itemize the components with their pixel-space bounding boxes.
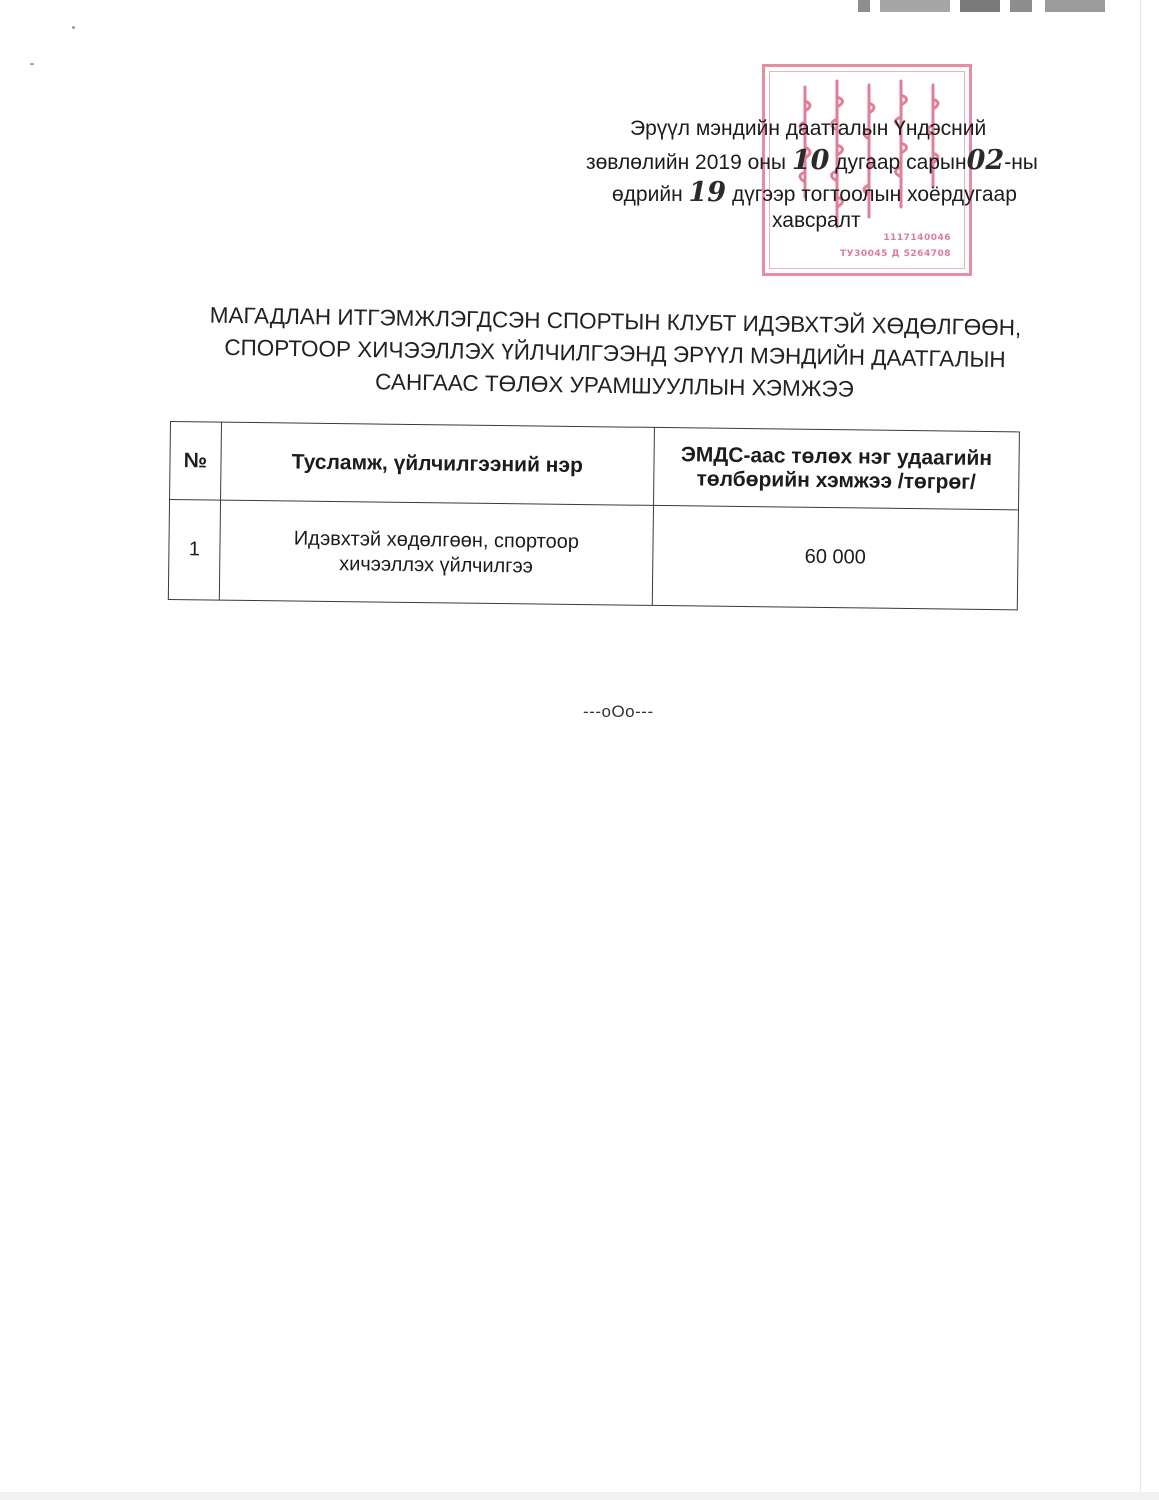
handwritten-month: 10 — [791, 145, 830, 176]
header-number: № — [170, 422, 222, 501]
title-line: САНГААС ТӨЛӨХ УРАМШУУЛЛЫН ХЭМЖЭЭ — [374, 369, 855, 402]
annex-line-3 — [612, 177, 1017, 208]
header-service-name: Тусламж, үйлчилгээний нэр — [220, 422, 654, 505]
annex-line-2 — [586, 145, 1038, 176]
annex-text: өдрийн — [612, 183, 683, 206]
scan-mark — [1010, 0, 1032, 12]
table-header-row — [170, 422, 1020, 510]
annex-text: -ны — [1004, 151, 1038, 174]
scan-speck — [30, 63, 34, 65]
scan-edge-top — [0, 0, 1159, 14]
scan-mark — [960, 0, 1000, 12]
scan-mark — [858, 0, 870, 12]
cell-line: Идэвхтэй хөдөлгөөн, спортоор — [293, 527, 580, 553]
stamp-registry-code: ТУ30045 Д 5264708 — [839, 249, 951, 259]
header-payment-amount — [653, 427, 1019, 509]
header-line: ЭМДС-аас төлөх нэг удаагийн — [680, 442, 993, 470]
scan-speck — [72, 26, 75, 29]
cell-amount: 60 000 — [652, 505, 1018, 609]
document-title — [149, 299, 1080, 410]
annex-text: дугаар сарын — [835, 151, 967, 174]
annex-line-1: Эрүүл мэндийн даатгалын Үндэсний — [630, 117, 987, 140]
incentive-amount-table — [168, 421, 1020, 610]
handwritten-day: 02 — [966, 145, 1005, 176]
scan-edge-bottom — [0, 1492, 1159, 1500]
table-row — [168, 500, 1018, 610]
annex-text: зөвлөлийн 2019 оны — [586, 151, 786, 174]
stamp-registry-code: 1117140046 — [883, 233, 951, 243]
scan-edge-right — [1140, 0, 1141, 1500]
header-line: төлбөрийн хэмжээ /төгрөг/ — [696, 466, 976, 494]
cell-service-name — [219, 500, 653, 605]
title-line: СПОРТООР ХИЧЭЭЛЛЭХ ҮЙЛЧИЛГЭЭНД ЭРҮҮЛ МЭНДИЙН ДААТГАЛЫН — [224, 334, 1006, 373]
scan-mark — [880, 0, 950, 12]
cell-number: 1 — [168, 500, 220, 601]
end-of-document-mark: ---oOo--- — [583, 702, 654, 721]
title-line: МАГАДЛАН ИТГЭМЖЛЭГДСЭН СПОРТЫН КЛУБТ ИДЭВХТЭЙ ХӨДӨЛГӨӨН, — [209, 302, 1022, 341]
annex-text: дүгээр тогтоолын хоёрдугаар — [731, 183, 1017, 206]
cell-line: хичээллэх үйлчилгээ — [339, 552, 534, 577]
scan-mark — [1045, 0, 1105, 12]
handwritten-resolution-number: 19 — [688, 177, 727, 208]
annex-line-4: хавсралт — [772, 209, 861, 232]
